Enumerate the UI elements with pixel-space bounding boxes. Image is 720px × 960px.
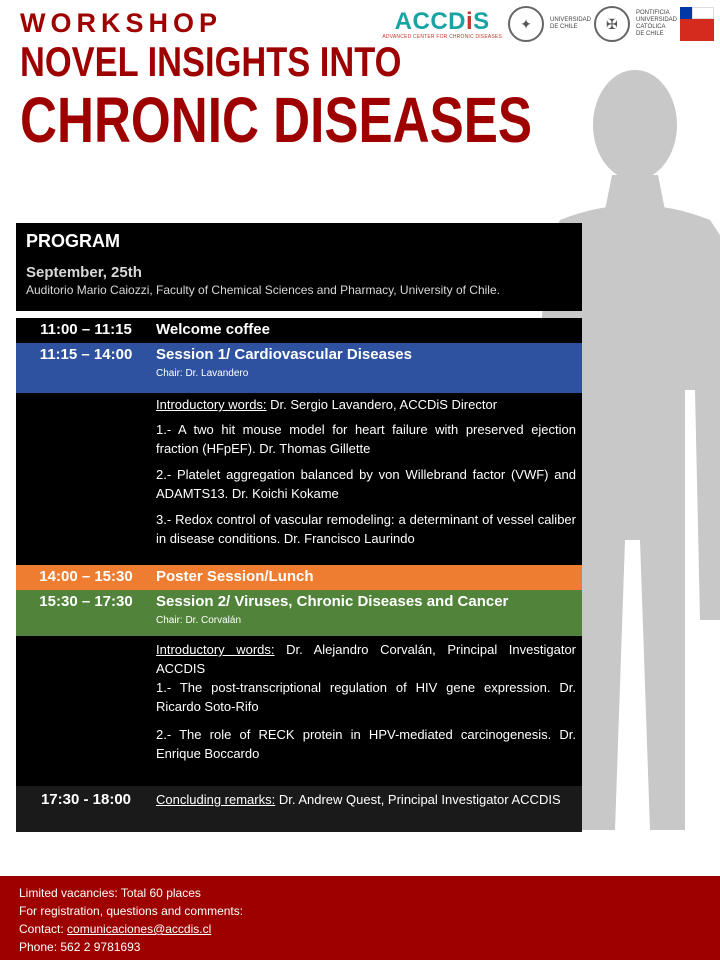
accdis-logo: ACCDiS ADVANCED CENTER FOR CHRONIC DISEASES	[382, 8, 502, 40]
time-cell: 11:15 – 14:00	[39, 346, 133, 363]
schedule-table	[16, 318, 582, 832]
schedule-row-session1-talks	[16, 393, 582, 565]
session-title: Welcome coffee	[156, 321, 270, 338]
intro-label: Introductory words:	[156, 642, 275, 657]
talk-item: 3.- Redox control of vascular remodeling: a determinant of vessel caliber in disease conditions. Dr. Francisco Laurindo	[156, 512, 576, 546]
talk-item: 2.- The role of RECK protein in HPV-mediated carcinogenesis. Dr. Enrique Boccardo	[156, 727, 576, 761]
vacancies-text: Limited vacancies: Total 60 places	[19, 886, 201, 900]
email-link[interactable]: comunicaciones@accdis.cl	[67, 922, 212, 936]
uchile-seal-icon: ✦	[508, 6, 544, 42]
title-line-2: CHRONIC DISEASES	[20, 84, 533, 156]
registration-text: For registration, questions and comments:	[19, 904, 244, 918]
gobierno-chile-logo	[680, 7, 714, 41]
workshop-kicker: WORKSHOP	[20, 8, 222, 38]
schedule-row-session2-talks	[16, 636, 582, 786]
schedule-row-session2	[16, 590, 582, 636]
talk-item: 1.- A two hit mouse model for heart failure with preserved ejection fraction (HFpEF). Dr. Thomas Gillette	[156, 422, 576, 456]
puc-name: PONTIFICIA UNIVERSIDAD CATÓLICA DE CHILE	[636, 10, 678, 37]
sponsor-logos	[382, 6, 714, 42]
intro-text: Dr. Sergio Lavandero, ACCDiS Director	[266, 397, 498, 412]
phone-text: Phone: 562 2 9781693	[19, 940, 141, 954]
session-chair: Chair: Dr. Corvalán	[156, 615, 242, 626]
closing-label: Concluding remarks:	[156, 792, 276, 807]
time-cell: 15:30 – 17:30	[39, 593, 133, 610]
program-date: September, 25th	[26, 264, 142, 281]
schedule-row-session1	[16, 343, 582, 393]
session-title: Session 2/ Viruses, Chronic Diseases and Cancer	[156, 593, 509, 610]
time-cell: 14:00 – 15:30	[39, 568, 133, 585]
session-title: Session 1/ Cardiovascular Diseases	[156, 346, 412, 363]
footer-contact	[0, 876, 720, 960]
session-title: Poster Session/Lunch	[156, 568, 314, 585]
program-venue: Auditorio Mario Caiozzi, Faculty of Chemical Sciences and Pharmacy, University of Chile.	[26, 283, 500, 297]
program-header	[16, 223, 582, 311]
contact-line: Contact: comunicaciones@accdis.cl	[19, 922, 212, 936]
accdis-tagline: ADVANCED CENTER FOR CHRONIC DISEASES	[382, 34, 502, 40]
intro-label: Introductory words:	[156, 397, 267, 412]
closing-text: Dr. Andrew Quest, Principal Investigator ACCDIS	[275, 792, 561, 807]
schedule-row-closing	[16, 786, 582, 832]
title-line-1: NOVEL INSIGHTS INTO	[20, 38, 402, 85]
schedule-row-poster	[16, 565, 582, 590]
talk-item: 2.- Platelet aggregation balanced by von Willebrand factor (VWF) and ADAMTS13. Dr. Koichi Kokame	[156, 467, 576, 501]
time-cell: 11:00 – 11:15	[40, 321, 132, 338]
session-chair: Chair: Dr. Lavandero	[156, 368, 249, 379]
talk-item: 1.- The post-transcriptional regulation of HIV gene expression. Dr. Ricardo Soto-Rifo	[156, 680, 576, 714]
uchile-name: UNIVERSIDAD DE CHILE	[550, 17, 592, 30]
program-title: PROGRAM	[26, 231, 120, 251]
intro-text: Dr. Alejandro Corvalán, Principal Investigator ACCDIS	[156, 642, 577, 676]
time-cell: 17:30 - 18:00	[40, 791, 132, 808]
schedule-row-welcome	[16, 318, 582, 343]
puc-seal-icon: ✠	[594, 6, 630, 42]
